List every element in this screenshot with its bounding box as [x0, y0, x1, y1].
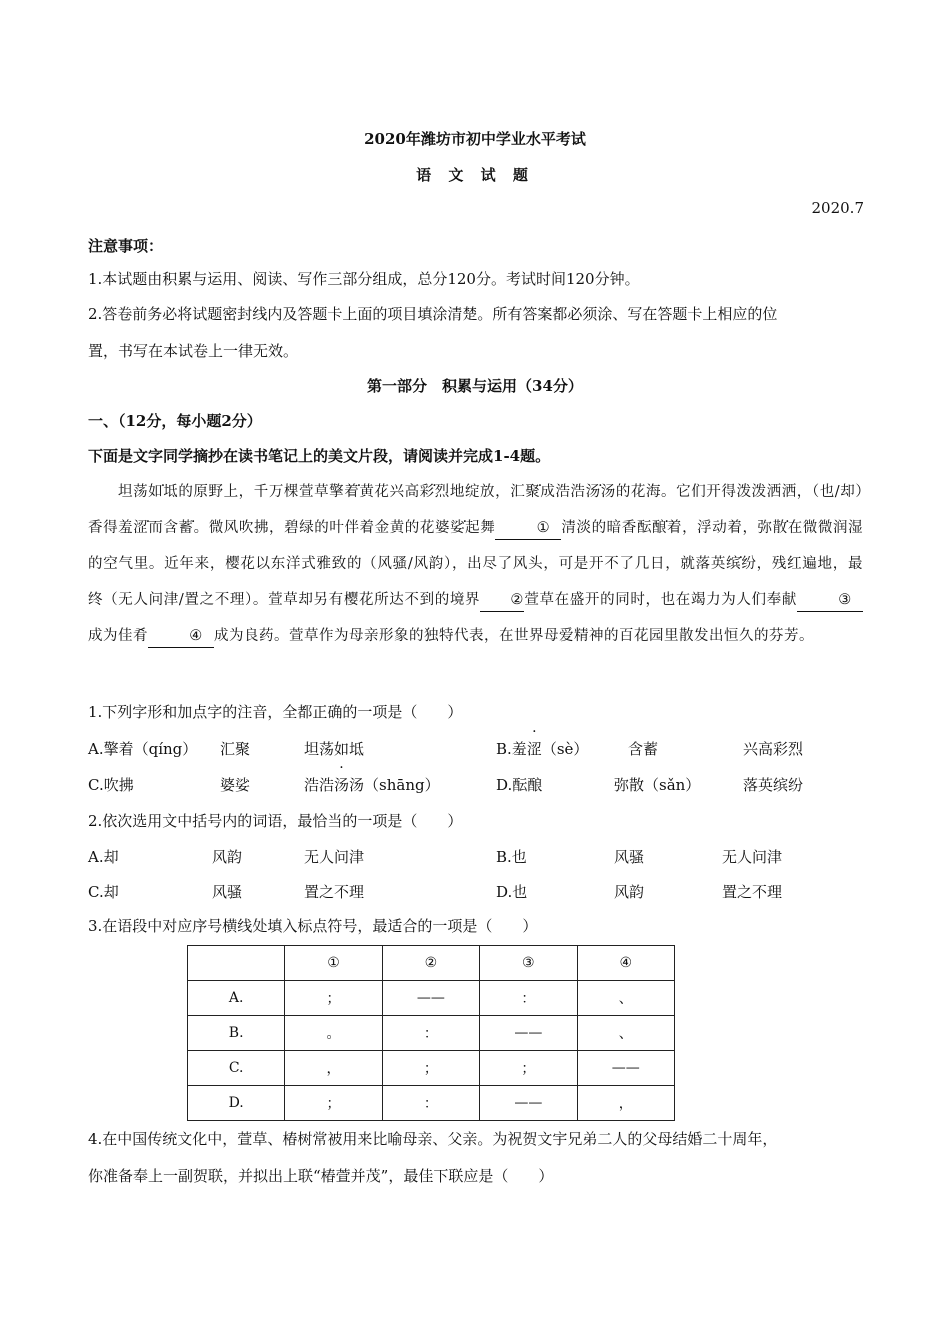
- table-cell: ，: [577, 1086, 674, 1121]
- table-cell: B.: [188, 1016, 285, 1051]
- passage: 坦荡如坻的原野上，千万棵萱草擎着黄花兴高彩烈地绽放，汇聚成浩浩汤汤的花海。它们开得泼泼洒洒，（也/却）香得羞涩而含蓄。微风吹拂，碧绿的叶伴着金黄的花婆娑起舞 ① 清淡的暗香酝酿着，浮动着，弥散在微微润湿的空气里。近年来，樱花以东洋式雅致的（风骚/风韵），出尽了风头，可是开不了几日，就落英缤纷，残红遍地，最终（无人问津/置之不理）。萱草却另有樱花所达不到的境界 ②萱草在盛开的同时，也在竭力为人们奉献 ③成为佳肴 ④ 成为良药。萱草作为母亲形象的独特代表，在世界母爱精神的百花园里散发出恒久的芬芳。: [88, 474, 863, 654]
- table-cell: 。: [285, 1016, 382, 1051]
- table-cell: ；: [285, 981, 382, 1016]
- q2-option-d: D.也: [496, 883, 528, 901]
- q2-option-b-word2: 风骚: [614, 848, 645, 866]
- q1-option-d-word3: 落英缤纷: [743, 776, 804, 794]
- table-cell: 、: [577, 1016, 674, 1051]
- q1-option-c: C.吹拂: [88, 776, 134, 794]
- table-cell: A.: [188, 981, 285, 1016]
- q3-punctuation-table: [187, 945, 675, 1121]
- q1-option-a-word3: 坦荡如坻: [304, 740, 365, 758]
- q4-stem-line-2: 你准备奉上一副贺联，并拟出上联“椿萱并茂”，最佳下联应是（ ）: [88, 1167, 554, 1185]
- table-cell: ；: [382, 1051, 479, 1086]
- q2-option-a: A.却: [88, 848, 119, 866]
- q3-stem: 3.在语段中对应序号横线处填入标点符号，最适合的一项是（ ）: [88, 917, 538, 935]
- q1-option-a: A.擎着（qíng）: [88, 740, 198, 758]
- table-cell: ——: [480, 1086, 577, 1121]
- table-cell: ——: [577, 1051, 674, 1086]
- table-cell: C.: [188, 1051, 285, 1086]
- table-row: [188, 1051, 675, 1086]
- notes-item-2-line-2: 置，书写在本试卷上一律无效。: [88, 342, 299, 360]
- blank-4: ④: [148, 625, 214, 648]
- section-heading: 一、（12分，每小题2分）: [88, 412, 262, 430]
- table-cell: ——: [382, 981, 479, 1016]
- table-cell: D.: [188, 1086, 285, 1121]
- q1-stem: 1.下列字形和加点字的注音，全都正确的一项是（ ）: [88, 703, 463, 721]
- notes-item-1: 1.本试题由积累与运用、阅读、写作三部分组成，总分120分。考试时间120分钟。: [88, 270, 640, 288]
- q2-option-c-word3: 置之不理: [304, 883, 365, 901]
- table-row: [188, 1086, 675, 1121]
- q1-option-b-word2: 含蓄: [628, 740, 659, 758]
- exam-date: 2020.7: [811, 199, 864, 217]
- blank-1: ①: [495, 517, 561, 540]
- q2-option-c-word2: 风骚: [212, 883, 243, 901]
- exam-title: 2020年潍坊市初中学业水平考试: [364, 130, 586, 148]
- q1-option-d: D.酝酿: [496, 776, 543, 794]
- table-cell: ——: [480, 1016, 577, 1051]
- q2-option-c: C.却: [88, 883, 119, 901]
- q2-option-d-word2: 风韵: [614, 883, 645, 901]
- passage-intro: 下面是文字同学摘抄在读书笔记上的美文片段，请阅读并完成1-4题。: [88, 447, 551, 465]
- q2-option-d-word3: 置之不理: [722, 883, 783, 901]
- table-cell: ：: [382, 1086, 479, 1121]
- dotted-word: 坦荡如坻: [118, 484, 179, 500]
- table-cell: ：: [480, 981, 577, 1016]
- notes-heading: 注意事项：: [88, 237, 164, 255]
- table-row: [188, 1016, 675, 1051]
- blank-3: ③: [797, 589, 863, 612]
- q1-option-c-word3: 浩浩汤汤（shāng）: [304, 776, 440, 794]
- table-header-cell: ①: [285, 946, 382, 981]
- part1-heading: 第一部分 积累与运用（34分）: [367, 377, 583, 395]
- table-cell: 、: [577, 981, 674, 1016]
- q2-option-b: B.也: [496, 848, 527, 866]
- table-header-cell: ③: [480, 946, 577, 981]
- table-header-row: [188, 946, 675, 981]
- table-header-cell: [188, 946, 285, 981]
- q1-option-d-word2: 弥散（sǎn）: [614, 776, 701, 794]
- notes-item-2-line-1: 2.答卷前务必将试题密封线内及答题卡上面的项目填涂清楚。所有答案都必须涂、写在答题卡上相应的位: [88, 305, 778, 323]
- q4-stem-line-1: 4.在中国传统文化中，萱草、椿树常被用来比喻母亲、父亲。为祝贺文宇兄弟二人的父母结婚二十周年，: [88, 1130, 778, 1148]
- blank-2: ②: [480, 589, 524, 612]
- q1-option-a-word2: 汇聚: [220, 740, 251, 758]
- q2-stem: 2.依次选用文中括号内的词语，最恰当的一项是（ ）: [88, 812, 463, 830]
- table-row: [188, 981, 675, 1016]
- q1-option-c-word2: 婆娑: [220, 776, 251, 794]
- table-header-cell: ②: [382, 946, 479, 981]
- q2-option-a-word2: 风韵: [212, 848, 243, 866]
- table-cell: ；: [285, 1086, 382, 1121]
- exam-subject: 语 文 试 题: [416, 166, 534, 184]
- q1-option-b: B.羞涩（sè）: [496, 740, 589, 758]
- table-cell: ：: [382, 1016, 479, 1051]
- table-cell: ；: [480, 1051, 577, 1086]
- q2-option-a-word3: 无人问津: [304, 848, 365, 866]
- q1-option-b-word3: 兴高彩烈: [743, 740, 804, 758]
- table-cell: ，: [285, 1051, 382, 1086]
- table-header-cell: ④: [577, 946, 674, 981]
- q2-option-b-word3: 无人问津: [722, 848, 783, 866]
